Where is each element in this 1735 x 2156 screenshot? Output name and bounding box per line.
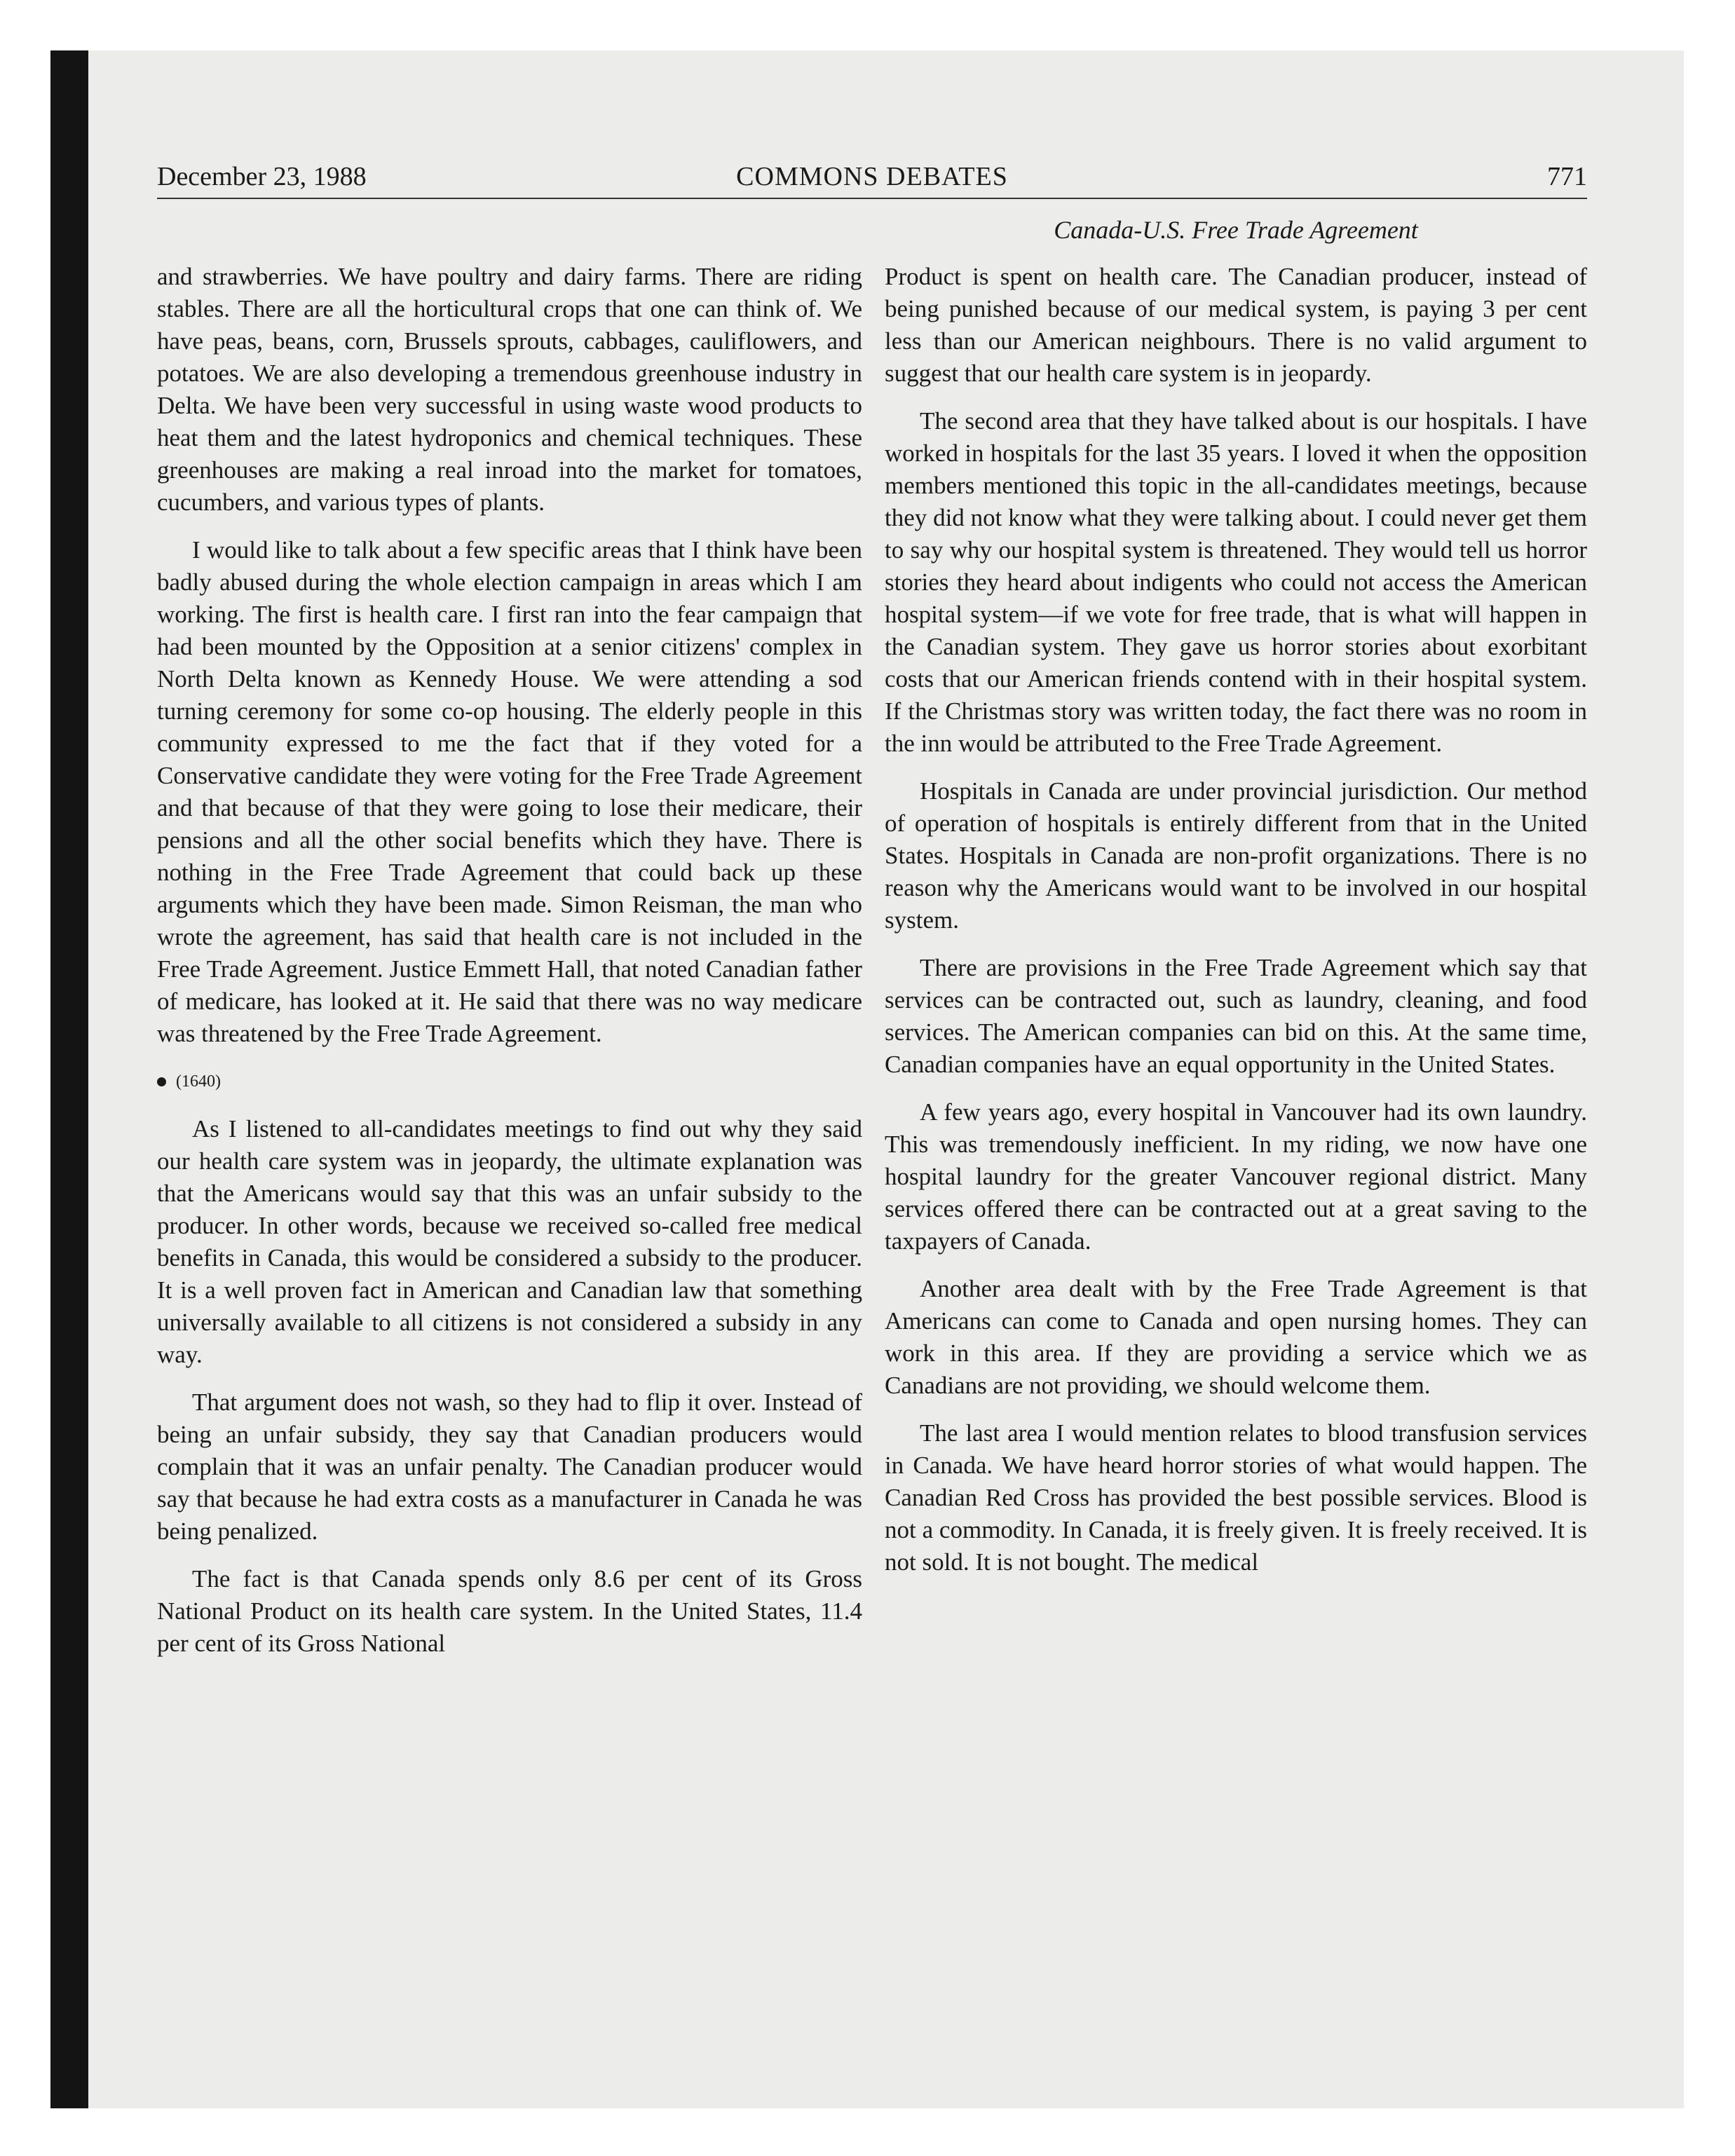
- paragraph: Product is spent on health care. The Canadian producer, instead of being punished because of our medical system, is paying 3 per cent less than our American neighbours. There is no valid argument to suggest that our health care system is in jeopardy.: [885, 263, 1587, 387]
- paragraph: There are provisions in the Free Trade Agreement which say that services can be contracted out, such as laundry, cleaning, and food services. The American companies can bid on this. At the same time, Canadian companies have an equal opportunity in the United States.: [885, 954, 1587, 1078]
- paragraph: As I listened to all-candidates meetings to find out why they said our health care system was in jeopardy, the ultimate explanation was that the Americans would say that this was an unfair subsidy to the producer. In other words, because we received so-called free medical benefits in Canada, this would be considered a subsidy to the producer. It is a well proven fact in American and Canadian law that something universally available to all citizens is not considered a subsidy in any way.: [157, 1115, 862, 1368]
- header-rule: [157, 198, 1587, 199]
- header-title: COMMONS DEBATES: [736, 162, 1008, 191]
- paragraph: and strawberries. We have poultry and dairy farms. There are riding stables. There are all the horticultural crops that one can think of. We have peas, beans, corn, Brussels sprouts, cabbages, cauliflowers, and potatoes. We are also developing a tremendous greenhouse industry in Delta. We have been very successful in using waste wood products to heat them and the latest hydroponics and chemical techniques. These greenhouses are making a real inroad into the market for tomatoes, cucumbers, and various types of plants.: [157, 263, 862, 516]
- paragraph: Hospitals in Canada are under provincial jurisdiction. Our method of operation of hospitals is entirely different from that in the United States. Hospitals in Canada are non-profit organizations. There is no reason why the Americans would want to be involved in our hospital system.: [885, 777, 1587, 934]
- right-column: [885, 261, 1587, 1594]
- section-subheading: Canada-U.S. Free Trade Agreement: [1054, 216, 1418, 244]
- binding-edge: [50, 50, 88, 2108]
- header-date: December 23, 1988: [157, 162, 367, 191]
- paragraph: I would like to talk about a few specific areas that I think have been badly abused during the whole election campaign in areas which I am working. The first is health care. I first ran into the fear campaign that had been mounted by the Opposition at a senior citizens' complex in North Delta known as Kennedy House. We were attending a sod turning ceremony for some co-op housing. The elderly people in this community expressed to me the fact that if they voted for a Conservative candidate they were voting for the Free Trade Agreement and that because of that they were going to lose their medicare, their pensions and all the other social benefits which they have. There is nothing in the Free Trade Agreement that could back up these arguments which they have been made. Simon Reisman, the man who wrote the agreement, has said that health care is not included in the Free Trade Agreement. Justice Emmett Hall, that noted Canadian father of medicare, has looked at it. He said that there was no way medicare was threatened by the Free Trade Agreement.: [157, 536, 862, 1047]
- paragraph: The last area I would mention relates to blood transfusion services in Canada. We have heard horror stories of what would happen. The Canadian Red Cross has provided the best possible services. Blood is not a commodity. In Canada, it is freely given. It is freely received. It is not sold. It is not bought. The medical: [885, 1419, 1587, 1576]
- paragraph: Another area dealt with by the Free Trade Agreement is that Americans can come to Canada and open nursing homes. They can work in this area. If they are providing a service which we as Canadians are not providing, we should welcome them.: [885, 1275, 1587, 1399]
- page-header: [157, 157, 1587, 196]
- time-marker: [157, 1065, 862, 1098]
- page-number: 771: [1547, 162, 1587, 191]
- bullet-icon: [157, 1077, 166, 1086]
- time-marker-label: (1640): [176, 1072, 221, 1091]
- paragraph: That argument does not wash, so they had to flip it over. Instead of being an unfair subsidy, they say that Canadian producers would complain that it was an unfair penalty. The Canadian producer would say that because he had extra costs as a manufacturer in Canada he was being penalized.: [157, 1389, 862, 1545]
- left-column: [157, 261, 862, 1675]
- paragraph: A few years ago, every hospital in Vancouver had its own laundry. This was tremendously inefficient. In my riding, we now have one hospital laundry for the greater Vancouver regional district. Many services offered there can be contracted out at a great saving to the taxpayers of Canada.: [885, 1098, 1587, 1255]
- paragraph: The second area that they have talked about is our hospitals. I have worked in hospitals for the last 35 years. I loved it when the opposition members mentioned this topic in the all-candidates meetings, because they did not know what they were talking about. I could never get them to say why our hospital system is threatened. They would tell us horror stories they heard about indigents who could not access the American hospital system—if we vote for free trade, that is what will happen in the Canadian system. They gave us horror stories about exorbitant costs that our American friends contend with in their hospital system. If the Christmas story was written today, the fact there was no room in the inn would be attributed to the Free Trade Agreement.: [885, 407, 1587, 757]
- paragraph: The fact is that Canada spends only 8.6 per cent of its Gross National Product on its health care system. In the United States, 11.4 per cent of its Gross National: [157, 1565, 862, 1657]
